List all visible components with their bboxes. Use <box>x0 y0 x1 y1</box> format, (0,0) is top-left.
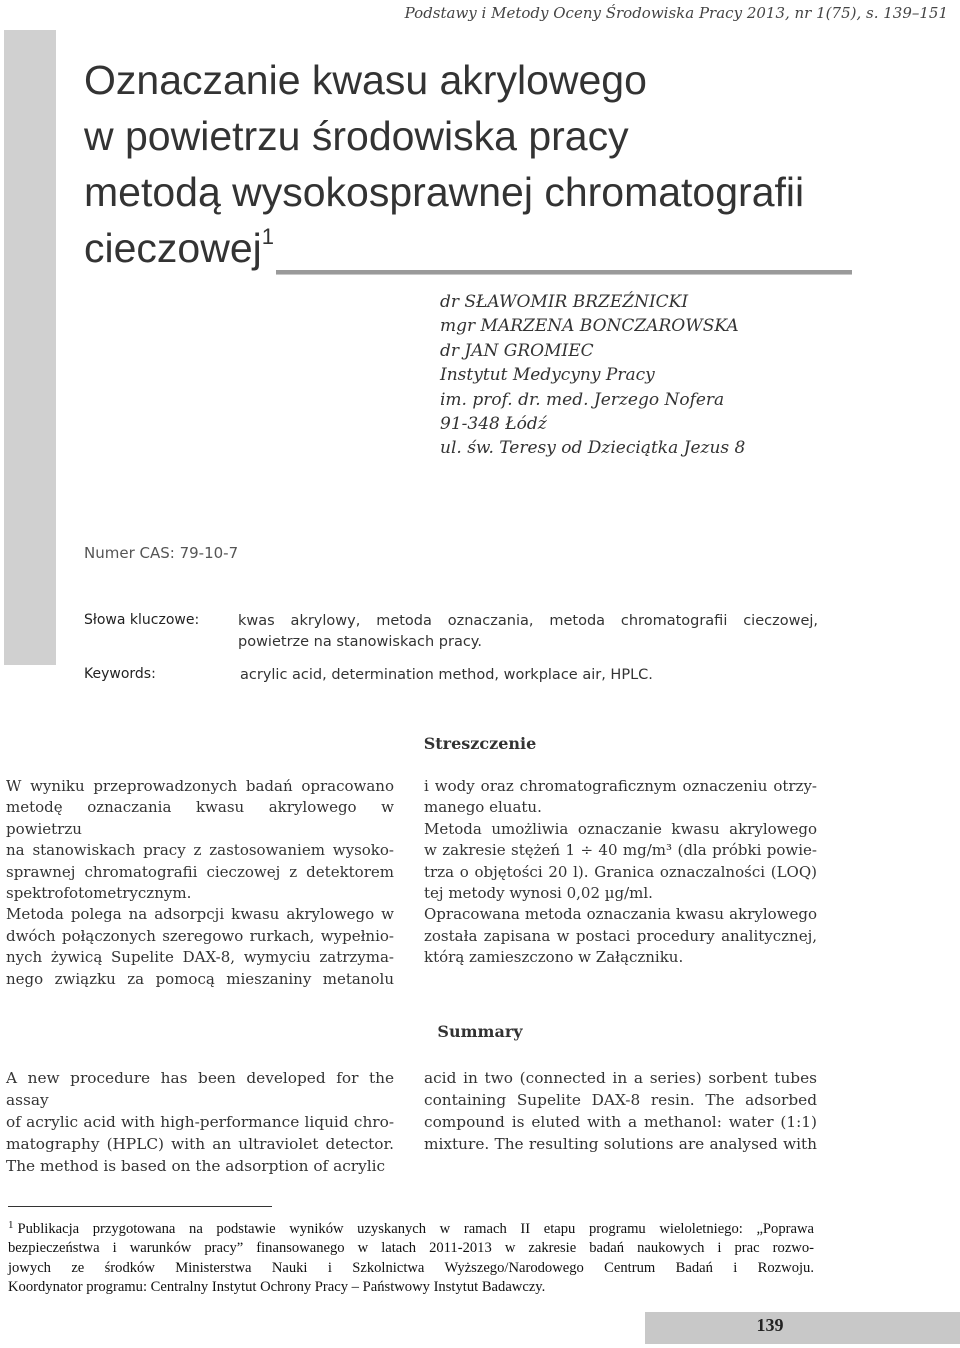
keywords-pl-line-2: powietrze na stanowiskach pracy. <box>238 634 482 650</box>
keywords-en-text: acrylic acid, determination method, workplace air, HPLC. <box>240 667 653 683</box>
keywords-pl-line-1: kwas akrylowy, metoda oznaczania, metoda chromatografii cieczowej, <box>238 613 818 629</box>
title-line-4 <box>84 220 884 276</box>
abstract-pl-left-line: dwóch połączonych szeregowo rurkach, wypełnio- <box>6 926 394 945</box>
affiliation-line-3: 91-348 Łódź <box>440 414 547 435</box>
title-line-2: w powietrzu środowiska pracy <box>84 113 629 159</box>
title-line-1: Oznaczanie kwasu akrylowego <box>84 57 647 103</box>
abstract-pl-heading: Streszczenie <box>423 734 537 753</box>
abstract-pl-right-line: tej metody wynosi 0,02 µg/ml. <box>424 884 653 903</box>
abstract-pl-left-line: nego związku za pomocą mieszaniny metanolu <box>6 969 394 988</box>
author-3: dr JAN GROMIEC <box>440 340 594 361</box>
author-2: mgr MARZENA BONCZAROWSKA <box>440 316 739 337</box>
abstract-pl-right-line: i wody oraz chromatograficznym oznaczeniu otrzy- <box>424 777 817 795</box>
abstract-pl-right-column <box>424 776 817 969</box>
article-title <box>84 52 884 276</box>
sidebar-bar <box>4 30 56 665</box>
abstract-pl-right-line: trza o objętości 20 l). Granica oznaczalności (LOQ) <box>424 862 817 881</box>
abstract-pl-left-column <box>6 776 394 990</box>
summary-heading: Summary <box>437 1022 523 1041</box>
page-number: 139 <box>756 1315 784 1335</box>
abstract-pl-left-line: spektrofotometrycznym. <box>6 884 192 903</box>
summary-left-column <box>6 1067 394 1177</box>
abstract-pl-right-line: Opracowana metoda oznaczania kwasu akrylowego <box>424 905 817 924</box>
footnote-rule <box>8 1206 272 1207</box>
summary-left-line: A new procedure has been developed for the assay <box>6 1069 394 1109</box>
footnote-line-1 <box>8 1216 814 1239</box>
abstract-pl-left-line: sprawnej chromatografii cieczowej z detektorem <box>6 862 394 881</box>
summary-right-line: containing Supelite DAX-8 resin. The adsorbed <box>424 1091 817 1109</box>
cas-number: Numer CAS: 79-10-7 <box>84 544 239 562</box>
footnote-line-1-text: Publikacja przygotowana na podstawie wyników uzyskanych w ramach II etapu programu wieloletniego: „Poprawa <box>17 1221 814 1237</box>
summary-left-line: matography (HPLC) with an ultraviolet detector. <box>6 1135 394 1153</box>
summary-right-line: mixture. The resulting solutions are analysed with <box>424 1135 817 1153</box>
summary-left-line: The method is based on the adsorption of acrylic <box>6 1157 386 1175</box>
affiliation-line-1: Instytut Medycyny Pracy <box>440 365 655 386</box>
footnote-line-4: Koordynator programu: Centralny Instytut Ochrony Pracy – Państwowy Instytut Badawczy. <box>8 1278 546 1295</box>
title-line-3: metodą wysokosprawnej chromatografii <box>84 169 805 215</box>
abstract-pl-right-line: Metoda umożliwia oznaczanie kwasu akrylowego <box>424 819 817 838</box>
summary-right-line: compound is eluted with a methanol: water (1:1) <box>424 1113 817 1131</box>
abstract-pl-right-line: manego eluatu. <box>424 798 542 817</box>
abstract-pl-right-line: została zapisana w postaci procedury analitycznej, <box>424 926 817 945</box>
keywords-en-label: Keywords: <box>84 666 156 682</box>
summary-left-line: of acrylic acid with high-performance liquid chro- <box>6 1113 394 1131</box>
title-footnote-mark[interactable]: 1 <box>261 224 274 249</box>
affiliation-line-2: im. prof. dr. med. Jerzego Nofera <box>440 389 725 410</box>
abstract-pl-right-line: w zakresie stężeń 1 ÷ 40 mg/m³ (dla próbki powie- <box>424 841 817 860</box>
footnote <box>8 1216 814 1297</box>
footnote-mark: 1 <box>8 1219 14 1231</box>
affiliation-line-4: ul. św. Teresy od Dzieciątka Jezus 8 <box>440 438 746 459</box>
footnote-line-2: bezpieczeństwa i warunków pracy” finansowanego w latach 2011-2013 w zakresie badań naukowych i prac rozwo- <box>8 1240 814 1257</box>
journal-citation: Podstawy i Metody Oceny Środowiska Pracy 2013, nr 1(75), s. 139–151 <box>404 4 948 22</box>
footnote-line-3: jowych ze środków Ministerstwa Nauki i Szkolnictwa Wyższego/Narodowego Centrum Badań i Rozwoju. <box>8 1259 814 1276</box>
abstract-pl-left-line: metodę oznaczania kwasu akrylowego w powietrzu <box>6 798 394 838</box>
abstract-pl-left-line: Metoda polega na adsorpcji kwasu akrylowego w <box>6 905 394 924</box>
abstract-pl-left-line: nych żywicą Supelite DAX-8, wymyciu zatrzyma- <box>6 948 394 967</box>
title-underline <box>276 270 852 275</box>
abstract-pl-left-line: W wyniku przeprowadzonych badań opracowano <box>6 777 394 795</box>
abstract-pl-left-line: na stanowiskach pracy z zastosowaniem wysoko- <box>6 841 394 860</box>
author-block <box>440 290 940 461</box>
keywords-pl-label: Słowa kluczowe: <box>84 612 200 628</box>
author-1: dr SŁAWOMIR BRZEŹNICKI <box>440 292 689 312</box>
summary-right-line: acid in two (connected in a series) sorbent tubes <box>424 1069 817 1087</box>
abstract-pl-right-line: którą zamieszczono w Załączniku. <box>424 948 684 967</box>
summary-right-column <box>424 1067 817 1155</box>
title-line-4-text: cieczowej <box>84 225 262 271</box>
